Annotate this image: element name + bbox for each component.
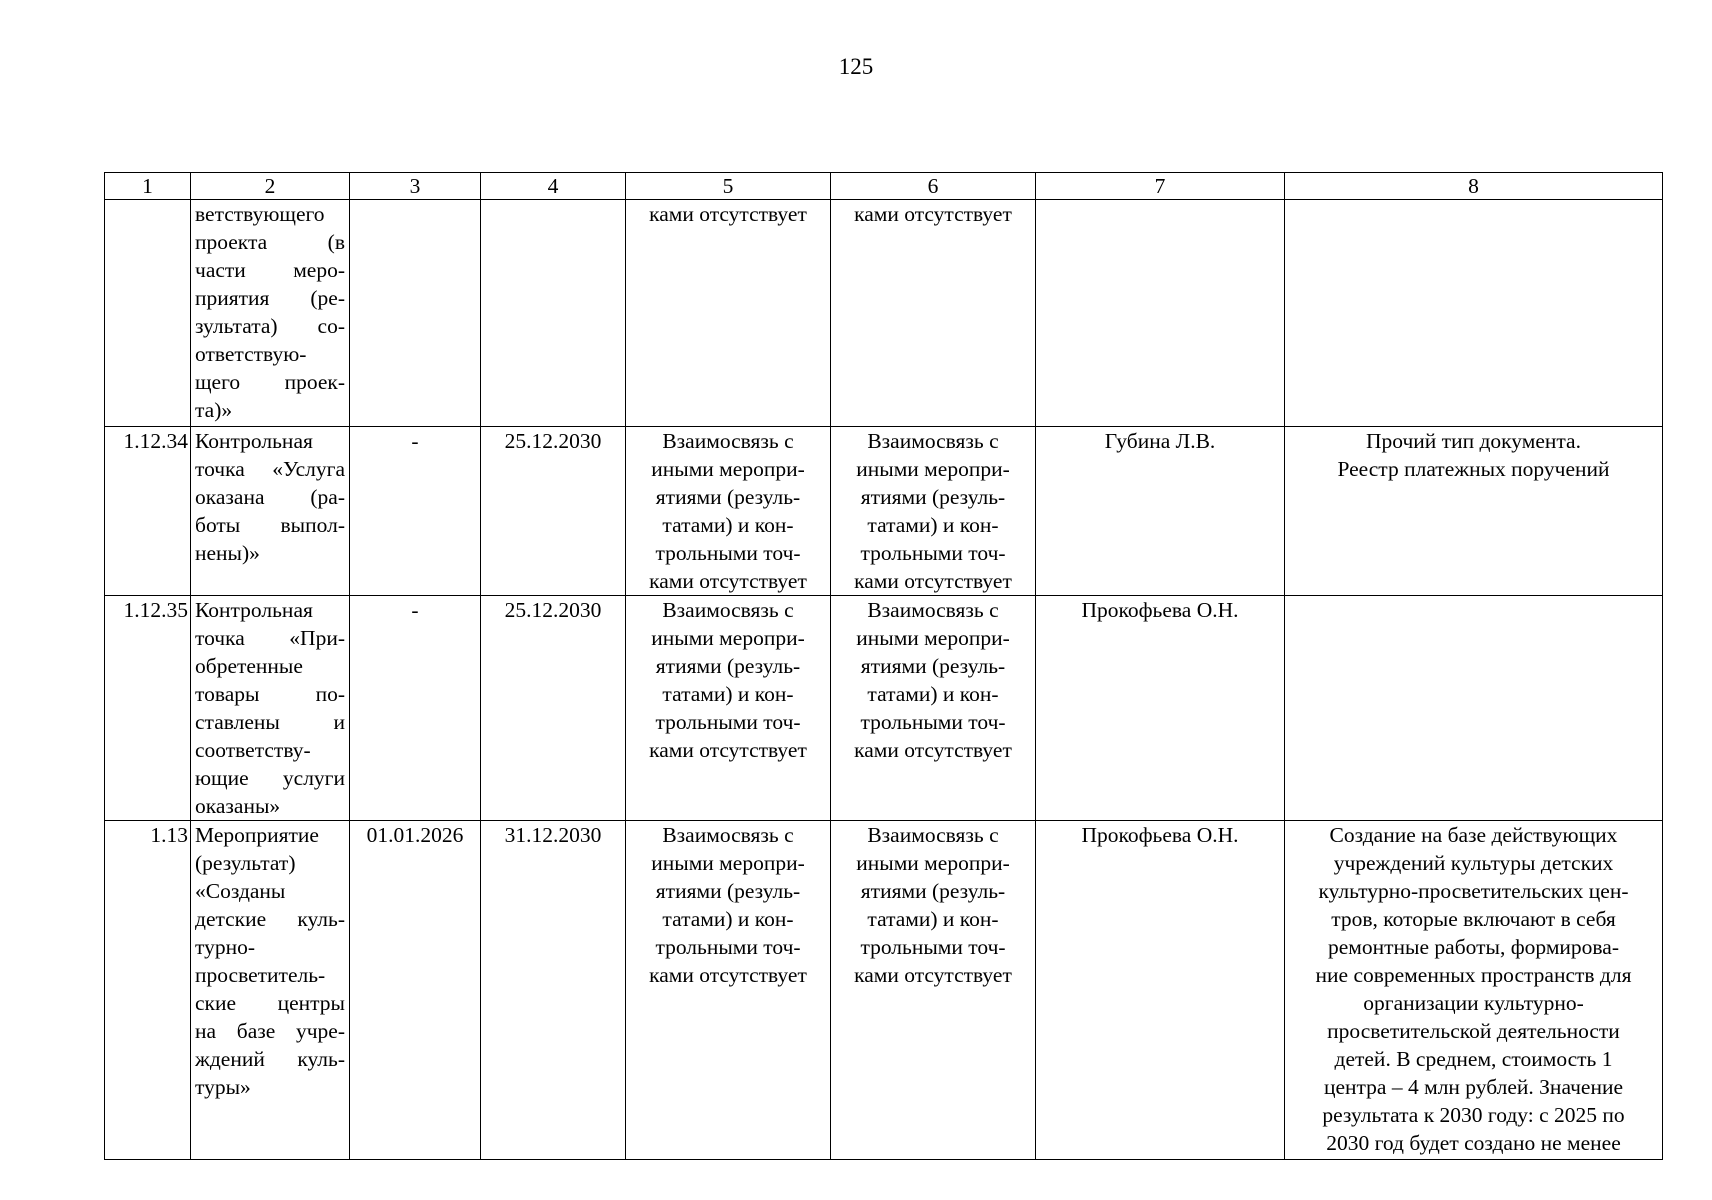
name-cell-line: та)» [195, 398, 233, 422]
relation-cell-line: Взаимосвязь с [662, 823, 794, 847]
name-cell-line: ответствую- [195, 342, 307, 366]
relation-cell-2-line: ками отсутствует [854, 569, 1012, 593]
relation-cell-2-line: ятиями (резуль- [860, 879, 1006, 903]
relation-cell [626, 427, 831, 596]
name-cell-line: оказана (ра- [195, 485, 345, 509]
column-header: 5 [626, 173, 831, 200]
relation-cell-2 [831, 427, 1036, 596]
relation-cell-2-line: татами) и кон- [867, 907, 999, 931]
start-date-cell: - [350, 596, 481, 821]
description-cell-line: организации культурно- [1363, 991, 1584, 1015]
relation-cell-line: ками отсутствует [649, 963, 807, 987]
name-cell-line: товары по- [195, 682, 345, 706]
name-cell-line: нены)» [195, 541, 260, 565]
table-row [105, 200, 1663, 427]
column-header: 1 [105, 173, 191, 200]
name-cell-line: точка «Услуга [195, 457, 345, 481]
relation-cell-line: трольными точ- [655, 935, 801, 959]
relation-cell-2-line: Взаимосвязь с [867, 823, 999, 847]
relation-cell-2-line: ками отсутствует [854, 963, 1012, 987]
end-date-cell: 25.12.2030 [481, 427, 626, 596]
name-cell-line: «Созданы [195, 879, 286, 903]
row-number-cell: 1.13 [105, 821, 191, 1160]
relation-cell-line: Взаимосвязь с [662, 429, 794, 453]
relation-cell-2-line: ками отсутствует [854, 738, 1012, 762]
relation-cell [626, 596, 831, 821]
row-number-cell: 1.12.35 [105, 596, 191, 821]
relation-cell-2-line: Взаимосвязь с [867, 429, 999, 453]
description-cell [1285, 821, 1663, 1160]
name-cell-line: щего проек- [195, 370, 345, 394]
relation-cell-line: ками отсутствует [649, 202, 807, 226]
description-cell-line: ремонтные работы, формирова- [1328, 935, 1619, 959]
relation-cell-2-line: Взаимосвязь с [867, 598, 999, 622]
column-header: 6 [831, 173, 1036, 200]
description-cell-line: культурно-просветительских цен- [1318, 879, 1629, 903]
relation-cell-2-line: татами) и кон- [867, 513, 999, 537]
relation-cell-line: иными меропри- [651, 851, 805, 875]
row-number-cell: 1.12.34 [105, 427, 191, 596]
relation-cell-line: ками отсутствует [649, 569, 807, 593]
start-date-cell [350, 200, 481, 427]
relation-cell [626, 200, 831, 427]
relation-cell-line: татами) и кон- [662, 682, 794, 706]
relation-cell-2-line: иными меропри- [856, 851, 1010, 875]
name-cell-line: (результат) [195, 851, 296, 875]
relation-cell-2-line: трольными точ- [860, 710, 1006, 734]
header-row [105, 173, 1663, 200]
name-cell-line: Контрольная [195, 598, 313, 622]
table-row [105, 427, 1663, 596]
relation-cell-2 [831, 200, 1036, 427]
column-header: 7 [1036, 173, 1285, 200]
relation-cell-line: татами) и кон- [662, 513, 794, 537]
responsible-cell: Губина Л.В. [1036, 427, 1285, 596]
description-cell-line: ние современных пространств для [1315, 963, 1632, 987]
relation-cell-2-line: иными меропри- [856, 457, 1010, 481]
name-cell-line: ские центры [195, 991, 345, 1015]
column-header: 8 [1285, 173, 1663, 200]
responsible-cell: Прокофьева О.Н. [1036, 596, 1285, 821]
name-cell-line: оказаны» [195, 794, 281, 818]
description-cell-line: Создание на базе действующих [1329, 823, 1618, 847]
name-cell-line: Мероприятие [195, 823, 319, 847]
name-cell-line: детские куль- [195, 907, 345, 931]
name-cell-line: на базе учре- [195, 1019, 345, 1043]
relation-cell-line: трольными точ- [655, 710, 801, 734]
main-table [104, 172, 1663, 1160]
end-date-cell: 25.12.2030 [481, 596, 626, 821]
description-cell [1285, 427, 1663, 596]
end-date-cell [481, 200, 626, 427]
description-cell-line: центра – 4 млн рублей. Значение [1323, 1075, 1624, 1099]
name-cell-line: зультата) со- [195, 314, 345, 338]
name-cell-line: турно- [195, 935, 256, 959]
name-cell-line: части меро- [195, 258, 345, 282]
description-cell-line: Реестр платежных поручений [1337, 457, 1610, 481]
relation-cell-2-line: ками отсутствует [854, 202, 1012, 226]
relation-cell-2-line: иными меропри- [856, 626, 1010, 650]
name-cell-line: просветитель- [195, 963, 326, 987]
relation-cell-line: иными меропри- [651, 457, 805, 481]
name-cell-line: боты выпол- [195, 513, 345, 537]
description-cell [1285, 596, 1663, 821]
description-cell [1285, 200, 1663, 427]
start-date-cell: - [350, 427, 481, 596]
column-header: 2 [191, 173, 350, 200]
row-number-cell [105, 200, 191, 427]
relation-cell-line: татами) и кон- [662, 907, 794, 931]
description-cell-line: результата к 2030 году: с 2025 по [1322, 1103, 1625, 1127]
name-cell [191, 596, 350, 821]
responsible-cell: Прокофьева О.Н. [1036, 821, 1285, 1160]
relation-cell-2 [831, 596, 1036, 821]
relation-cell-line: ятиями (резуль- [655, 485, 801, 509]
relation-cell-line: трольными точ- [655, 541, 801, 565]
name-cell-line: туры» [195, 1075, 251, 1099]
description-cell-line: тров, которые включают в себя [1331, 907, 1616, 931]
name-cell-line: Контрольная [195, 429, 313, 453]
name-cell-line: ветствующего [195, 202, 325, 226]
column-header: 3 [350, 173, 481, 200]
responsible-cell [1036, 200, 1285, 427]
name-cell-line: проекта (в [195, 230, 345, 254]
name-cell [191, 427, 350, 596]
name-cell-line: ставлены и [195, 710, 345, 734]
name-cell-line: точка «При- [195, 626, 345, 650]
description-cell-line: 2030 год будет создано не менее [1326, 1131, 1621, 1155]
name-cell-line: обретенные [195, 654, 303, 678]
name-cell-line: соответству- [195, 738, 311, 762]
description-cell-line: учреждений культуры детских [1333, 851, 1614, 875]
relation-cell-line: ятиями (резуль- [655, 654, 801, 678]
start-date-cell: 01.01.2026 [350, 821, 481, 1160]
relation-cell-line: ятиями (резуль- [655, 879, 801, 903]
table-row [105, 821, 1663, 1160]
table-row [105, 596, 1663, 821]
page-number: 125 [838, 54, 874, 79]
description-cell-line: детей. В среднем, стоимость 1 [1334, 1047, 1613, 1071]
relation-cell-2-line: трольными точ- [860, 541, 1006, 565]
column-header: 4 [481, 173, 626, 200]
description-cell-line: Прочий тип документа. [1366, 429, 1581, 453]
relation-cell-line: Взаимосвязь с [662, 598, 794, 622]
description-cell-line: просветительской деятельности [1327, 1019, 1620, 1043]
name-cell-line: ющие услуги [195, 766, 345, 790]
relation-cell-line: ками отсутствует [649, 738, 807, 762]
relation-cell-2-line: ятиями (резуль- [860, 485, 1006, 509]
relation-cell [626, 821, 831, 1160]
relation-cell-2-line: татами) и кон- [867, 682, 999, 706]
relation-cell-line: иными меропри- [651, 626, 805, 650]
name-cell [191, 200, 350, 427]
end-date-cell: 31.12.2030 [481, 821, 626, 1160]
relation-cell-2 [831, 821, 1036, 1160]
name-cell-line: ждений куль- [195, 1047, 345, 1071]
relation-cell-2-line: ятиями (резуль- [860, 654, 1006, 678]
relation-cell-2-line: трольными точ- [860, 935, 1006, 959]
name-cell [191, 821, 350, 1160]
name-cell-line: приятия (ре- [195, 286, 345, 310]
